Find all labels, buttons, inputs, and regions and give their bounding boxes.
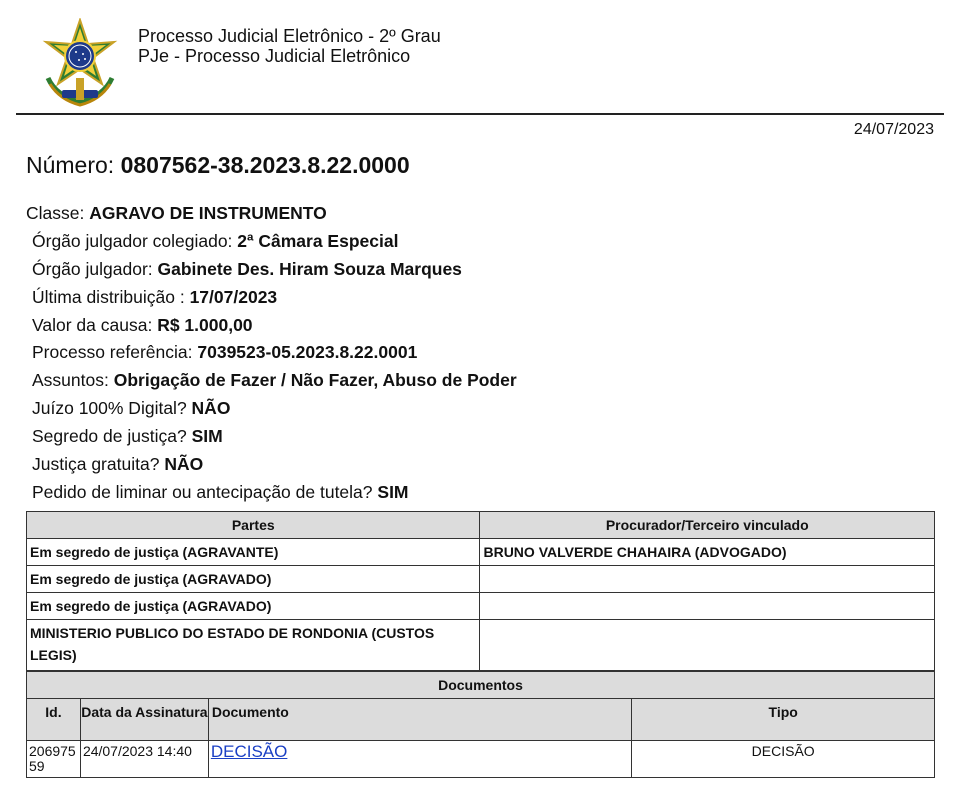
process-info <box>26 202 517 509</box>
system-title: Processo Judicial Eletrônico - 2º Grau <box>138 26 441 46</box>
partes-header: Partes <box>27 512 480 539</box>
procurador-cell: BRUNO VALVERDE CHAHAIRA (ADVOGADO) <box>480 539 935 566</box>
doc-documento-cell <box>208 741 631 778</box>
parte-cell: Em segredo de justiça (AGRAVADO) <box>27 566 480 593</box>
documentos-title-row <box>27 672 935 699</box>
page-header <box>38 18 944 112</box>
documento-header: Documento <box>208 699 631 741</box>
info-segredo-justica: Segredo de justiça? SIM <box>32 426 223 447</box>
info-orgao-colegiado: Órgão julgador colegiado: 2ª Câmara Especial <box>32 230 399 251</box>
parte-cell: MINISTERIO PUBLICO DO ESTADO DE RONDONIA (CUSTOS LEGIS) <box>27 620 480 671</box>
info-assuntos: Assuntos: Obrigação de Fazer / Não Fazer, Abuso de Poder <box>32 370 517 391</box>
info-classe: Classe: AGRAVO DE INSTRUMENTO <box>26 203 327 223</box>
parte-cell: Em segredo de justiça (AGRAVADO) <box>27 593 480 620</box>
table-row <box>27 539 935 566</box>
partes-table <box>26 511 935 671</box>
procurador-header: Procurador/Terceiro vinculado <box>480 512 935 539</box>
info-orgao-julgador: Órgão julgador: Gabinete Des. Hiram Souza Marques <box>32 258 462 279</box>
table-row <box>27 741 935 778</box>
table-row <box>27 566 935 593</box>
info-juizo-digital: Juízo 100% Digital? NÃO <box>32 398 231 419</box>
documentos-title: Documentos <box>27 672 935 699</box>
header-divider <box>16 113 944 115</box>
info-justica-gratuita: Justiça gratuita? NÃO <box>32 454 204 475</box>
info-processo-referencia: Processo referência: 7039523-05.2023.8.22.0001 <box>32 342 418 363</box>
brazil-coat-of-arms-emblem <box>38 18 122 110</box>
procurador-cell <box>480 620 935 671</box>
tipo-header: Tipo <box>632 699 935 741</box>
process-number-label: Número: <box>26 152 115 178</box>
documentos-header-row <box>27 699 935 741</box>
info-pedido-liminar: Pedido de liminar ou antecipação de tutela? SIM <box>32 481 409 502</box>
procurador-cell <box>480 566 935 593</box>
process-number <box>26 152 410 179</box>
doc-tipo-cell: DECISÃO <box>632 741 935 778</box>
id-header: Id. <box>27 699 81 741</box>
system-subtitle: PJe - Processo Judicial Eletrônico <box>138 46 411 66</box>
info-ultima-distribuicao: Última distribuição : 17/07/2023 <box>32 286 278 307</box>
partes-header-row <box>27 512 935 539</box>
table-row <box>27 593 935 620</box>
procurador-cell <box>480 593 935 620</box>
parte-cell: Em segredo de justiça (AGRAVANTE) <box>27 539 480 566</box>
data-assinatura-header: Data da Assinatura <box>80 699 208 741</box>
table-row <box>27 620 935 671</box>
doc-id-cell: 20697559 <box>27 741 81 778</box>
decisao-document-link[interactable]: DECISÃO <box>210 742 288 761</box>
process-number-value: 0807562-38.2023.8.22.0000 <box>120 152 410 178</box>
doc-data-cell: 24/07/2023 14:40 <box>80 741 208 778</box>
document-date: 24/07/2023 <box>853 121 934 138</box>
documentos-table <box>26 671 935 778</box>
info-valor-causa: Valor da causa: R$ 1.000,00 <box>32 314 253 335</box>
